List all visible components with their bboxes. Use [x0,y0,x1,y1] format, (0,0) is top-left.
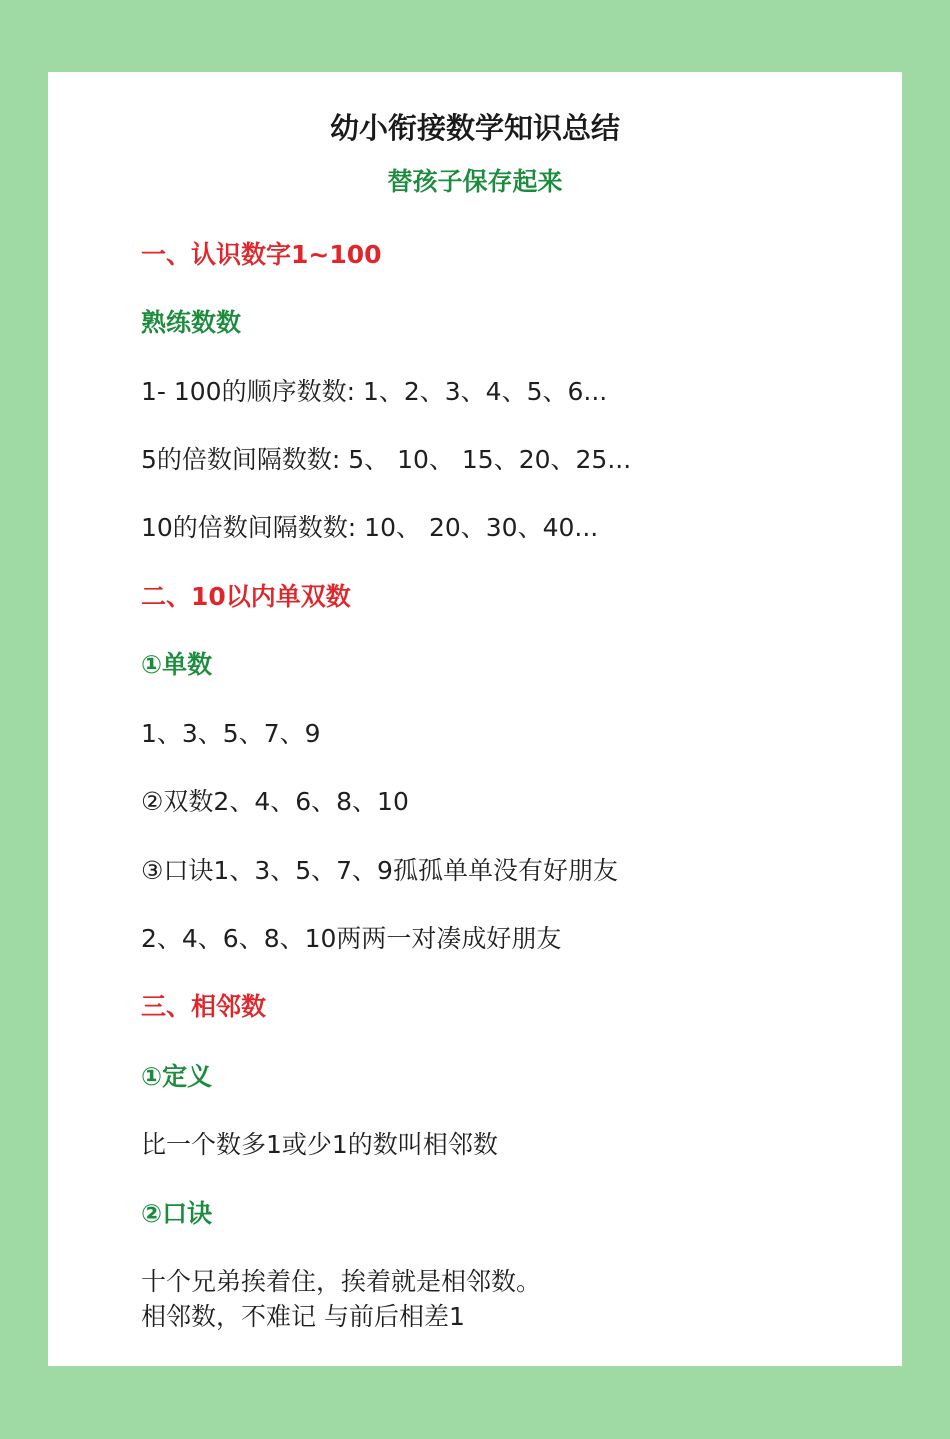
section-heading-1: 一、认识数字1~100 [141,240,382,269]
page-subtitle: 替孩子保存起来 [387,167,563,196]
section-subheading-2: ①单数 [141,650,213,679]
text-line: 比一个数多1或少1的数叫相邻数 [141,1130,498,1159]
text-line: 相邻数，不难记 与前后相差1 [141,1302,465,1331]
page-title: 幼小衔接数学知识总结 [329,111,620,145]
text-line: ③口诀1、3、5、7、9孤孤单单没有好朋友 [141,856,618,885]
section-subheading-3b: ②口诀 [141,1199,213,1228]
text-line: ②双数2、4、6、8、10 [141,787,409,816]
text-line: 1- 100的顺序数数: 1、2、3、4、5、6... [141,377,608,406]
text-line: 十个兄弟挨着住，挨着就是相邻数。 [141,1267,542,1296]
text-line: 2、4、6、8、10两两一对凑成好朋友 [141,924,562,953]
section-heading-2: 二、10以内单双数 [141,582,351,611]
text-line: 1、3、5、7、9 [141,719,321,748]
section-subheading-3: ①定义 [141,1062,213,1091]
text-line: 10的倍数间隔数数: 10、 20、30、40... [141,513,599,542]
section-subheading-1: 熟练数数 [141,308,242,337]
document-card [48,72,902,1366]
section-heading-3: 三、相邻数 [141,992,267,1021]
text-line: 5的倍数间隔数数: 5、 10、 15、20、25... [141,445,632,474]
